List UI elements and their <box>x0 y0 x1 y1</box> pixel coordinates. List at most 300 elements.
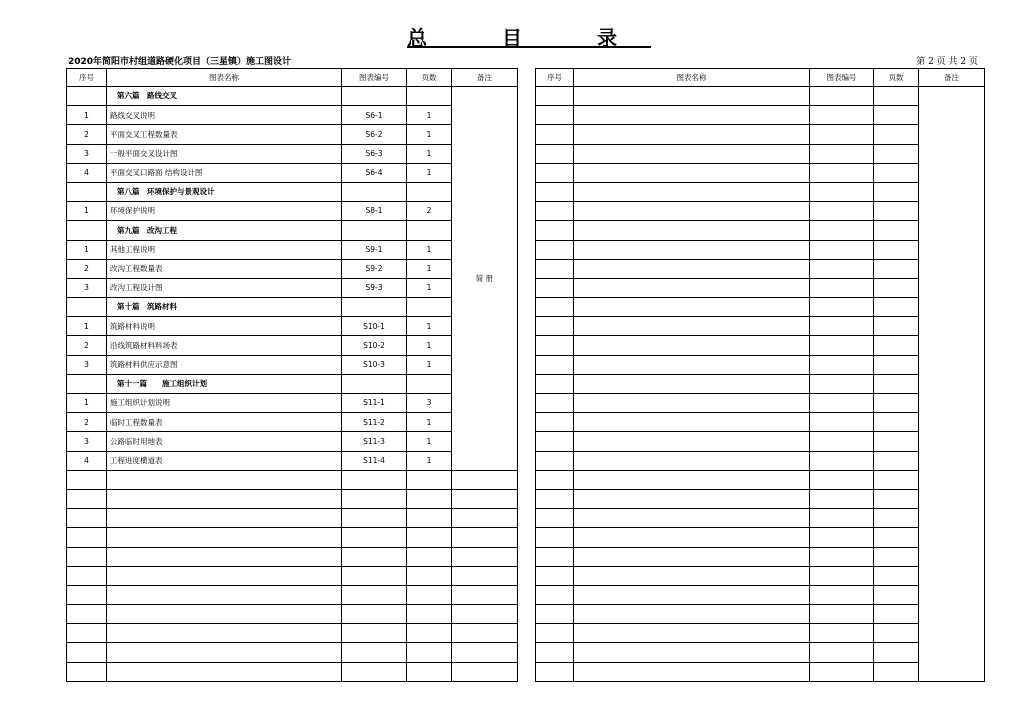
table-row <box>67 355 518 374</box>
row-code <box>810 470 874 489</box>
row-pages <box>407 87 452 106</box>
table-row <box>536 278 985 297</box>
table-row <box>536 240 985 259</box>
row-seq: 4 <box>67 451 107 470</box>
header-code: 图表编号 <box>342 69 407 87</box>
row-seq <box>536 298 574 317</box>
table-row <box>67 240 518 259</box>
row-pages <box>874 163 919 182</box>
row-name <box>107 528 342 547</box>
table-row <box>67 374 518 393</box>
table-row <box>536 662 985 681</box>
index-table-left <box>66 68 518 682</box>
row-name <box>107 547 342 566</box>
row-name <box>574 509 810 528</box>
row-pages <box>874 259 919 278</box>
section-title: 第六篇 路线交叉 <box>107 87 342 106</box>
row-seq <box>536 202 574 221</box>
row-pages <box>874 298 919 317</box>
table-row <box>67 182 518 201</box>
row-name: 其他工程说明 <box>107 240 342 259</box>
row-seq: 1 <box>67 202 107 221</box>
row-name <box>574 547 810 566</box>
table-header-row <box>67 69 518 87</box>
row-code: S6-4 <box>342 163 407 182</box>
row-code: S8-1 <box>342 202 407 221</box>
row-name: 临时工程数量表 <box>107 413 342 432</box>
row-code <box>810 509 874 528</box>
table-row <box>67 202 518 221</box>
row-seq: 1 <box>67 317 107 336</box>
table-row <box>67 317 518 336</box>
table-row <box>536 106 985 125</box>
row-code <box>810 662 874 681</box>
row-pages <box>407 643 452 662</box>
header-name: 图表名称 <box>107 69 342 87</box>
row-seq <box>536 259 574 278</box>
row-pages <box>874 221 919 240</box>
row-name <box>574 298 810 317</box>
row-name <box>574 374 810 393</box>
row-pages <box>874 566 919 585</box>
row-pages <box>407 585 452 604</box>
row-seq <box>536 643 574 662</box>
row-name <box>574 278 810 297</box>
row-seq <box>536 624 574 643</box>
row-seq: 3 <box>67 432 107 451</box>
page-title: 总 目 录 <box>407 26 651 50</box>
table-row <box>67 144 518 163</box>
row-seq <box>536 221 574 240</box>
row-pages <box>874 374 919 393</box>
row-pages <box>874 317 919 336</box>
row-pages <box>874 585 919 604</box>
row-name <box>107 662 342 681</box>
row-pages <box>407 298 452 317</box>
table-row <box>67 106 518 125</box>
row-seq <box>67 470 107 489</box>
row-pages <box>874 489 919 508</box>
row-pages: 1 <box>407 125 452 144</box>
row-code: S11-4 <box>342 451 407 470</box>
row-code <box>810 336 874 355</box>
row-name <box>574 221 810 240</box>
row-code <box>342 298 407 317</box>
row-pages: 1 <box>407 259 452 278</box>
row-code <box>810 394 874 413</box>
row-pages <box>874 547 919 566</box>
row-seq <box>536 605 574 624</box>
row-remark <box>452 547 518 566</box>
table-row <box>67 125 518 144</box>
row-seq <box>536 163 574 182</box>
row-code <box>342 221 407 240</box>
row-pages <box>874 106 919 125</box>
row-code <box>342 662 407 681</box>
table-row <box>536 125 985 144</box>
row-seq <box>536 355 574 374</box>
table-row <box>536 317 985 336</box>
row-name <box>107 643 342 662</box>
row-pages: 2 <box>407 202 452 221</box>
row-pages <box>874 528 919 547</box>
row-name <box>574 182 810 201</box>
row-code <box>810 528 874 547</box>
table-row <box>67 585 518 604</box>
row-seq <box>536 394 574 413</box>
row-code <box>342 509 407 528</box>
row-code <box>810 624 874 643</box>
table-row <box>536 528 985 547</box>
table-row <box>67 221 518 240</box>
table-row <box>67 278 518 297</box>
project-name: 2020年简阳市村组道路硬化项目（三星镇）施工图设计 <box>68 57 292 67</box>
row-code <box>810 413 874 432</box>
row-remark <box>452 624 518 643</box>
row-name: 改沟工程数量表 <box>107 259 342 278</box>
row-remark <box>452 605 518 624</box>
header-pages: 页数 <box>874 69 919 87</box>
section-title: 第九篇 改沟工程 <box>107 221 342 240</box>
row-name <box>574 355 810 374</box>
row-name <box>574 451 810 470</box>
table-row <box>67 605 518 624</box>
row-name <box>574 144 810 163</box>
row-name <box>574 336 810 355</box>
table-row <box>536 566 985 585</box>
header-seq: 序号 <box>67 69 107 87</box>
table-row <box>536 605 985 624</box>
row-pages <box>407 509 452 528</box>
row-pages <box>874 413 919 432</box>
row-seq: 1 <box>67 106 107 125</box>
table-row <box>536 509 985 528</box>
row-seq <box>536 566 574 585</box>
row-remark <box>452 662 518 681</box>
row-name <box>574 317 810 336</box>
row-seq <box>67 221 107 240</box>
table-row <box>536 643 985 662</box>
table-row <box>67 547 518 566</box>
row-pages <box>407 528 452 547</box>
table-row <box>536 547 985 566</box>
row-seq <box>67 547 107 566</box>
row-pages: 1 <box>407 451 452 470</box>
table-row <box>536 87 985 106</box>
row-name <box>574 106 810 125</box>
page-number: 第 2 页 共 2 页 <box>916 57 978 67</box>
row-pages <box>407 662 452 681</box>
row-pages <box>407 221 452 240</box>
table-row <box>536 413 985 432</box>
row-pages <box>874 355 919 374</box>
row-code <box>810 125 874 144</box>
row-code <box>810 489 874 508</box>
row-seq: 1 <box>67 240 107 259</box>
row-seq <box>536 182 574 201</box>
row-seq <box>536 451 574 470</box>
row-pages: 1 <box>407 163 452 182</box>
row-name <box>107 509 342 528</box>
row-seq <box>67 374 107 393</box>
row-pages <box>874 451 919 470</box>
row-name <box>574 585 810 604</box>
index-table-right <box>535 68 985 682</box>
section-title: 第十一篇 施工组织计划 <box>107 374 342 393</box>
row-seq <box>536 528 574 547</box>
row-code <box>810 432 874 451</box>
row-code: S10-3 <box>342 355 407 374</box>
row-code: S9-3 <box>342 278 407 297</box>
table-row <box>536 624 985 643</box>
row-code <box>810 259 874 278</box>
row-pages <box>874 394 919 413</box>
table-row <box>536 451 985 470</box>
header-code: 图表编号 <box>810 69 874 87</box>
row-pages: 1 <box>407 432 452 451</box>
table-row <box>67 413 518 432</box>
row-seq <box>67 585 107 604</box>
row-pages <box>407 182 452 201</box>
row-name <box>574 125 810 144</box>
header-remark: 备注 <box>452 69 518 87</box>
header-seq: 序号 <box>536 69 574 87</box>
row-name <box>574 489 810 508</box>
row-code: S11-3 <box>342 432 407 451</box>
row-pages: 1 <box>407 355 452 374</box>
row-code: S6-1 <box>342 106 407 125</box>
row-code: S9-2 <box>342 259 407 278</box>
row-code: S11-1 <box>342 394 407 413</box>
row-seq <box>67 182 107 201</box>
row-code <box>810 202 874 221</box>
row-code: S6-3 <box>342 144 407 163</box>
table-row <box>67 470 518 489</box>
row-seq: 4 <box>67 163 107 182</box>
row-seq <box>536 144 574 163</box>
row-seq <box>536 125 574 144</box>
section-title: 第十篇 筑路材料 <box>107 298 342 317</box>
row-seq <box>67 87 107 106</box>
row-pages <box>874 202 919 221</box>
row-pages <box>874 662 919 681</box>
row-name <box>107 470 342 489</box>
row-name: 一般平面交叉设计图 <box>107 144 342 163</box>
row-seq <box>536 509 574 528</box>
table-row <box>67 528 518 547</box>
row-pages <box>874 470 919 489</box>
row-name: 工程进度横道表 <box>107 451 342 470</box>
row-pages: 1 <box>407 144 452 163</box>
row-pages <box>874 144 919 163</box>
table-row <box>536 336 985 355</box>
row-seq <box>536 585 574 604</box>
row-code <box>810 585 874 604</box>
table-row <box>536 182 985 201</box>
row-pages: 1 <box>407 336 452 355</box>
row-name: 环境保护说明 <box>107 202 342 221</box>
row-seq: 3 <box>67 355 107 374</box>
row-pages <box>874 87 919 106</box>
row-seq <box>536 432 574 451</box>
table-row <box>536 202 985 221</box>
row-pages <box>407 624 452 643</box>
row-code <box>810 163 874 182</box>
row-pages <box>874 240 919 259</box>
row-pages: 1 <box>407 413 452 432</box>
row-seq: 1 <box>67 394 107 413</box>
row-seq <box>536 106 574 125</box>
row-remark <box>452 528 518 547</box>
row-remark <box>452 509 518 528</box>
header-name: 图表名称 <box>574 69 810 87</box>
table-row <box>67 336 518 355</box>
row-name <box>574 163 810 182</box>
row-name <box>574 643 810 662</box>
row-remark <box>452 643 518 662</box>
row-code <box>810 566 874 585</box>
table-row <box>67 624 518 643</box>
table-row <box>67 87 518 106</box>
row-seq <box>67 489 107 508</box>
table-row <box>67 643 518 662</box>
row-name: 施工组织计划说明 <box>107 394 342 413</box>
row-code <box>810 144 874 163</box>
row-code <box>810 451 874 470</box>
row-code <box>342 528 407 547</box>
row-pages <box>407 605 452 624</box>
row-seq: 2 <box>67 259 107 278</box>
row-pages <box>874 336 919 355</box>
remark-cell: 简 册 <box>452 87 518 471</box>
row-seq <box>536 547 574 566</box>
row-remark <box>452 489 518 508</box>
header-remark: 备注 <box>919 69 985 87</box>
row-pages <box>874 605 919 624</box>
row-seq <box>536 413 574 432</box>
row-pages: 1 <box>407 240 452 259</box>
row-code <box>810 643 874 662</box>
row-pages <box>874 182 919 201</box>
row-seq: 3 <box>67 144 107 163</box>
row-seq <box>536 489 574 508</box>
table-row <box>67 163 518 182</box>
table-row <box>536 298 985 317</box>
row-seq <box>536 336 574 355</box>
row-remark <box>452 585 518 604</box>
row-code <box>810 87 874 106</box>
row-pages <box>874 643 919 662</box>
section-title: 第八篇 环境保护与景观设计 <box>107 182 342 201</box>
row-code <box>810 106 874 125</box>
row-name <box>574 624 810 643</box>
table-row <box>67 432 518 451</box>
row-code <box>342 470 407 489</box>
row-code: S6-2 <box>342 125 407 144</box>
row-code: S9-1 <box>342 240 407 259</box>
table-row <box>536 144 985 163</box>
row-pages: 1 <box>407 106 452 125</box>
row-code <box>810 374 874 393</box>
row-name: 筑路材料说明 <box>107 317 342 336</box>
row-pages <box>407 566 452 585</box>
table-row <box>536 585 985 604</box>
table-row <box>536 489 985 508</box>
table-row <box>67 662 518 681</box>
row-pages <box>874 278 919 297</box>
row-pages <box>407 470 452 489</box>
row-pages <box>407 547 452 566</box>
table-row <box>67 259 518 278</box>
row-code <box>342 547 407 566</box>
table-row <box>536 221 985 240</box>
row-code <box>810 298 874 317</box>
row-code <box>810 221 874 240</box>
row-seq: 2 <box>67 336 107 355</box>
row-seq <box>536 317 574 336</box>
row-seq <box>67 298 107 317</box>
table-row <box>536 355 985 374</box>
row-name <box>574 566 810 585</box>
row-seq <box>536 374 574 393</box>
row-seq <box>67 662 107 681</box>
row-remark <box>452 470 518 489</box>
row-code <box>810 182 874 201</box>
row-seq: 2 <box>67 413 107 432</box>
table-row <box>67 489 518 508</box>
row-seq: 3 <box>67 278 107 297</box>
row-seq <box>536 87 574 106</box>
row-seq <box>536 662 574 681</box>
row-code <box>810 547 874 566</box>
row-code <box>810 355 874 374</box>
table-row <box>67 566 518 585</box>
row-pages: 3 <box>407 394 452 413</box>
row-name <box>574 605 810 624</box>
row-seq <box>67 528 107 547</box>
row-name <box>107 605 342 624</box>
row-pages <box>874 432 919 451</box>
table-row <box>536 432 985 451</box>
row-pages <box>874 509 919 528</box>
row-code <box>342 643 407 662</box>
row-name <box>574 259 810 278</box>
row-name <box>574 240 810 259</box>
row-seq: 2 <box>67 125 107 144</box>
row-name <box>107 624 342 643</box>
row-code <box>342 624 407 643</box>
row-code <box>342 605 407 624</box>
row-pages <box>874 125 919 144</box>
table-row <box>67 509 518 528</box>
row-pages <box>407 374 452 393</box>
row-code <box>342 566 407 585</box>
row-name <box>107 566 342 585</box>
row-pages: 1 <box>407 317 452 336</box>
row-name <box>574 413 810 432</box>
row-name <box>574 432 810 451</box>
row-pages <box>407 489 452 508</box>
row-pages <box>874 624 919 643</box>
row-seq <box>536 470 574 489</box>
table-row <box>536 163 985 182</box>
row-name: 沿线筑路材料料场表 <box>107 336 342 355</box>
row-code <box>810 278 874 297</box>
row-seq <box>67 509 107 528</box>
row-name <box>574 470 810 489</box>
row-code <box>342 585 407 604</box>
table-row <box>67 394 518 413</box>
